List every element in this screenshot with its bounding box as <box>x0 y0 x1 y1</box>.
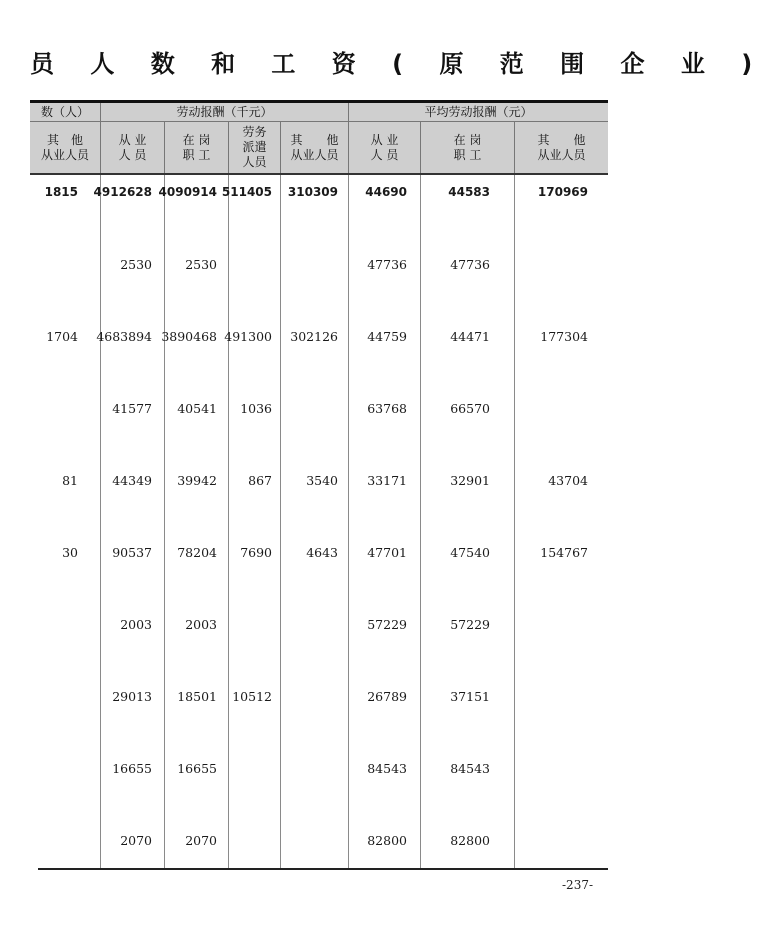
table-cell: 57229 <box>450 617 490 632</box>
bottom-rule <box>38 868 608 870</box>
header-labor-other-line1: 其 他 <box>290 132 339 147</box>
table-cell: 4683894 <box>96 329 152 344</box>
page-title: 员 人 数 和 工 资 ( 原 范 围 企 业 ) <box>30 50 766 78</box>
header-labor-other <box>280 122 348 173</box>
header-labor-employed-line1: 从 业 <box>118 132 147 147</box>
table-cell: 43704 <box>548 473 588 488</box>
table-cell: 867 <box>248 473 272 488</box>
table-cell: 4090914 <box>158 185 217 199</box>
table-cell: 4912628 <box>93 185 152 199</box>
header-avg-other <box>514 122 608 173</box>
table-cell: 63768 <box>367 401 407 416</box>
table-cell: 2003 <box>185 617 217 632</box>
table-cell: 7690 <box>240 545 272 560</box>
table-cell: 3540 <box>306 473 338 488</box>
table-cell: 491300 <box>224 329 272 344</box>
header-group-count: 数（人） <box>30 103 100 122</box>
table-cell: 4643 <box>306 545 338 560</box>
table-cell: 44471 <box>450 329 490 344</box>
table-cell: 1036 <box>240 401 272 416</box>
header-avg-onpost-line2: 职 工 <box>453 147 482 162</box>
header-labor-dispatch-line1: 劳务 <box>242 125 267 139</box>
table-cell: 170969 <box>537 185 588 199</box>
table-cell: 2070 <box>120 833 152 848</box>
table-cell: 82800 <box>450 833 490 848</box>
header-group-avg: 平均劳动报酬（元） <box>348 103 608 122</box>
table-cell: 47736 <box>367 257 407 272</box>
header-avg-other-line1: 其 他 <box>537 132 586 147</box>
header-labor-dispatch-line2: 派遣 <box>242 140 267 154</box>
table-cell: 1704 <box>46 329 78 344</box>
table-cell: 2530 <box>120 257 152 272</box>
table-cell: 40541 <box>177 401 217 416</box>
table-cell: 78204 <box>177 545 217 560</box>
table-cell: 37151 <box>450 689 490 704</box>
column-separator <box>228 175 229 868</box>
table-cell: 302126 <box>290 329 338 344</box>
header-avg-onpost <box>420 122 514 173</box>
header-avg-employed <box>348 122 420 173</box>
table-cell: 30 <box>62 545 78 560</box>
table-cell: 511405 <box>221 185 272 199</box>
header-group-labor: 劳动报酬（千元） <box>100 103 348 122</box>
header-other-count-line1: 其 他 <box>46 132 83 147</box>
table-cell: 47701 <box>367 545 407 560</box>
table-cell: 41577 <box>112 401 152 416</box>
table-cell: 66570 <box>450 401 490 416</box>
header-avg-onpost-line1: 在 岗 <box>453 132 482 147</box>
table-cell: 29013 <box>112 689 152 704</box>
column-separator <box>280 175 281 868</box>
table-cell: 33171 <box>367 473 407 488</box>
table-cell: 44690 <box>365 185 407 199</box>
header-avg-other-line2: 从业人员 <box>537 147 586 162</box>
table-cell: 16655 <box>177 761 217 776</box>
header-other-count <box>30 122 100 173</box>
table-cell: 177304 <box>540 329 588 344</box>
table-cell: 16655 <box>112 761 152 776</box>
header-labor-onpost-line2: 职 工 <box>182 147 211 162</box>
table-cell: 84543 <box>367 761 407 776</box>
table-cell: 2070 <box>185 833 217 848</box>
table-cell: 44759 <box>367 329 407 344</box>
table-cell: 2530 <box>185 257 217 272</box>
header-labor-dispatch <box>228 122 280 173</box>
table-cell: 47540 <box>450 545 490 560</box>
header-labor-dispatch-line3: 人员 <box>242 155 267 169</box>
table-cell: 10512 <box>232 689 272 704</box>
header-labor-other-line2: 从业人员 <box>290 147 339 162</box>
table-cell: 44349 <box>112 473 152 488</box>
table-cell: 310309 <box>287 185 338 199</box>
table-cell: 84543 <box>450 761 490 776</box>
header-bottom-rule <box>30 173 608 175</box>
table-cell: 90537 <box>112 545 152 560</box>
table-cell: 47736 <box>450 257 490 272</box>
column-separator <box>514 175 515 868</box>
header-avg-employed-line1: 从 业 <box>370 132 399 147</box>
table-cell: 39942 <box>177 473 217 488</box>
header-labor-employed-line2: 人 员 <box>118 147 147 162</box>
table-cell: 26789 <box>367 689 407 704</box>
table-cell: 82800 <box>367 833 407 848</box>
table-cell: 32901 <box>450 473 490 488</box>
header-labor-onpost <box>164 122 228 173</box>
table-cell: 44583 <box>448 185 490 199</box>
table-cell: 81 <box>62 473 78 488</box>
header-labor-employed <box>100 122 164 173</box>
table-cell: 18501 <box>177 689 217 704</box>
table-cell: 57229 <box>367 617 407 632</box>
table-cell: 154767 <box>540 545 588 560</box>
table-cell: 2003 <box>120 617 152 632</box>
page-number: -237- <box>562 878 594 892</box>
table-cell: 1815 <box>44 185 78 199</box>
header-labor-onpost-line1: 在 岗 <box>182 132 211 147</box>
header-other-count-line2: 从业人员 <box>40 147 89 162</box>
header-avg-employed-line2: 人 员 <box>370 147 399 162</box>
table-cell: 3890468 <box>161 329 217 344</box>
